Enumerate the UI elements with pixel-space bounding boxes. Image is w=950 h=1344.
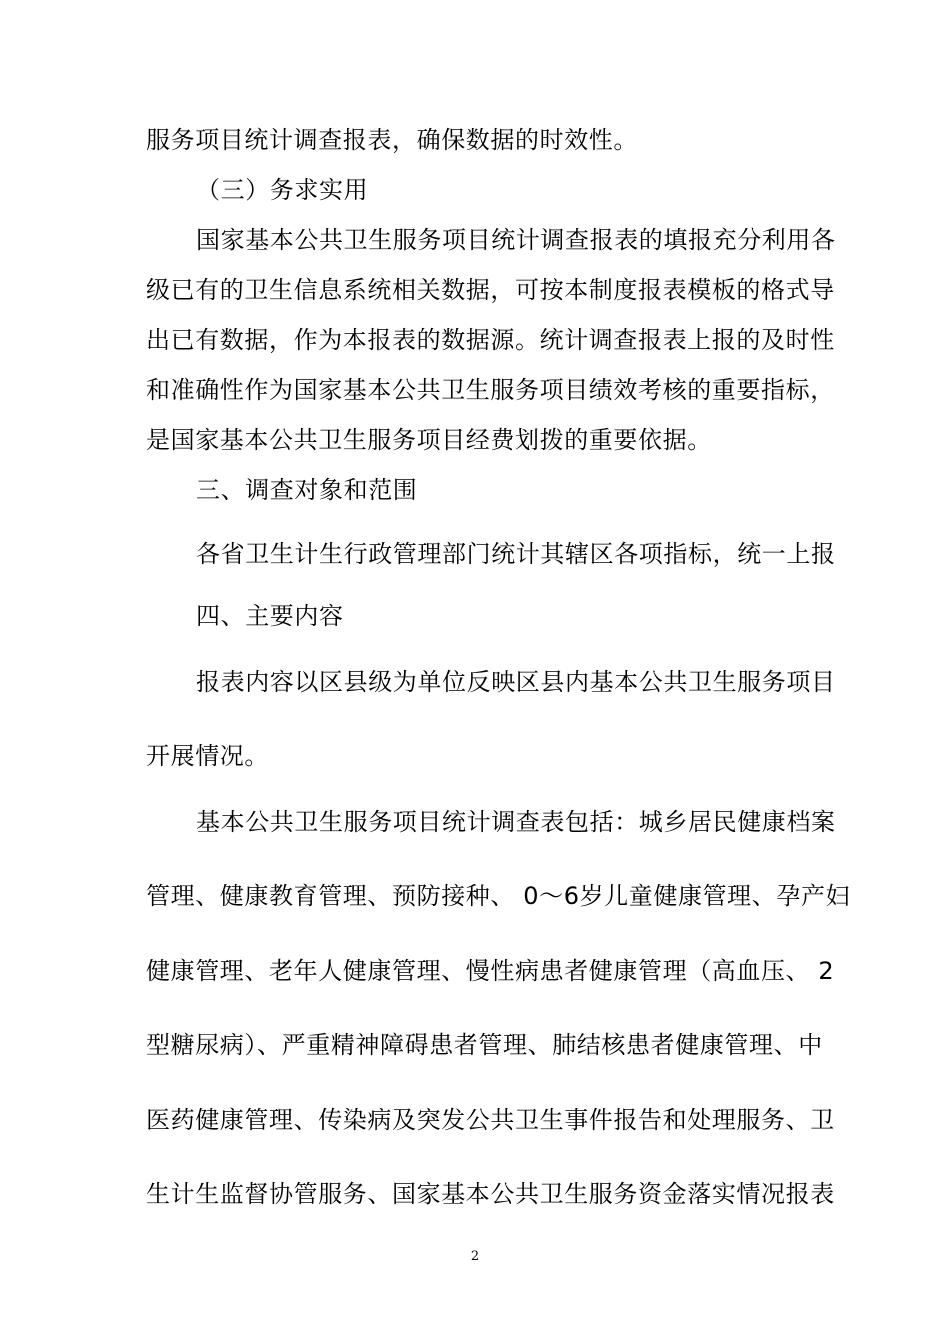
body-text-line: 基本公共卫生服务项目统计调查表包括：城乡居民健康档案	[196, 808, 836, 836]
body-text-line: 报表内容以区县级为单位反映区县内基本公共卫生服务项目	[196, 668, 836, 696]
body-text-line: 是国家基本公共卫生服务项目经费划拨的重要依据。	[146, 426, 712, 454]
section-heading: 四、主要内容	[196, 602, 344, 630]
body-text-line: 管理、健康教育管理、预防接种、 0～6岁儿童健康管理、孕产妇	[146, 882, 851, 910]
body-text-line: 服务项目统计调查报表，确保数据的时效性。	[146, 126, 638, 154]
body-text-line: 各省卫生计生行政管理部门统计其辖区各项指标，统一上报	[196, 540, 836, 568]
page-number: 2	[470, 1249, 480, 1264]
body-text-line: 和准确性作为国家基本公共卫生服务项目绩效考核的重要指标，	[146, 376, 835, 404]
body-text-line: 国家基本公共卫生服务项目统计调查报表的填报充分利用各	[196, 226, 836, 254]
subsection-heading: （三）务求实用	[196, 176, 369, 204]
body-text-line: 型糖尿病）、严重精神障碍患者管理、肺结核患者健康管理、中	[146, 1031, 823, 1059]
body-text-line: 出已有数据，作为本报表的数据源。统计调查报表上报的及时性	[146, 326, 835, 354]
body-text-line: 生计生监督协管服务、国家基本公共卫生服务资金落实情况报表	[146, 1180, 835, 1208]
body-text-line: 医药健康管理、传染病及突发公共卫生事件报告和处理服务、卫	[146, 1106, 835, 1134]
body-text-line: 级已有的卫生信息系统相关数据，可按本制度报表模板的格式导	[146, 276, 835, 304]
body-text-line: 开展情况。	[146, 742, 269, 770]
body-text-line: 健康管理、老年人健康管理、慢性病患者健康管理（高血压、 2	[146, 957, 835, 985]
section-heading: 三、调查对象和范围	[196, 476, 418, 504]
